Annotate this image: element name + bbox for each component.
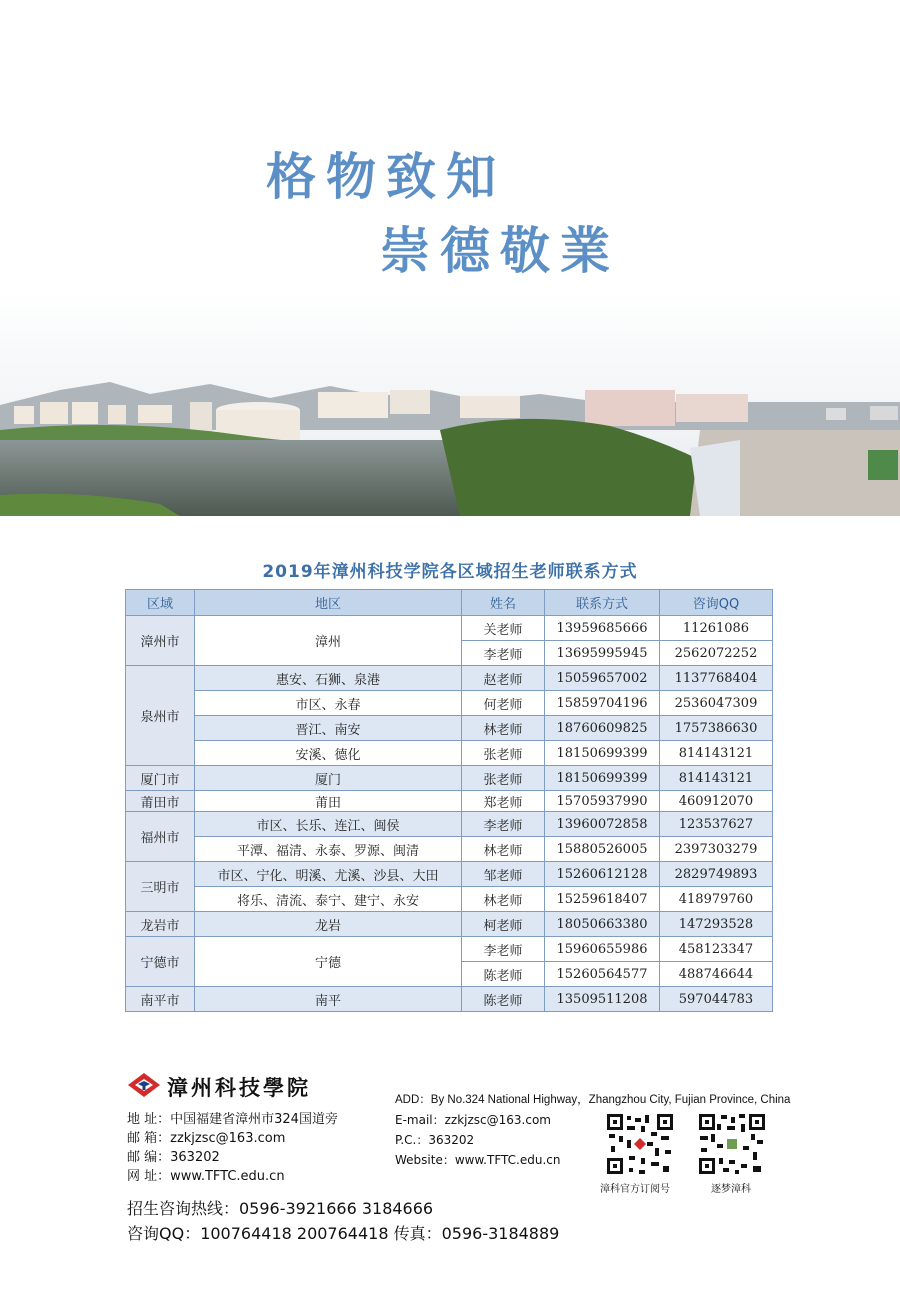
- motto-line-2: 崇德敬業: [380, 221, 620, 280]
- name-cell: 陈老师: [462, 962, 545, 987]
- qq-cell: 458123347: [660, 937, 773, 962]
- table-row: [126, 666, 773, 691]
- name-cell: 林老师: [462, 887, 545, 912]
- region-cell: 三明市: [126, 862, 195, 912]
- name-cell: 郑老师: [462, 791, 545, 812]
- qq-cell: 147293528: [660, 912, 773, 937]
- address-en: ADD：By No.324 National Highway，Zhangzhou City, Fujian Province, China: [395, 1094, 791, 1106]
- postcode-en: P.C.：363202: [395, 1133, 475, 1147]
- phone-cell: 18150699399: [545, 741, 660, 766]
- name-cell: 李老师: [462, 937, 545, 962]
- phone-cell: 15705937990: [545, 791, 660, 812]
- name-cell: 邹老师: [462, 862, 545, 887]
- table-row: [126, 987, 773, 1012]
- name-cell: 张老师: [462, 741, 545, 766]
- region-cell: 福州市: [126, 812, 195, 862]
- table-header-row: [126, 590, 773, 616]
- header-qq: 咨询QQ: [660, 590, 773, 616]
- campus-panorama-image: [0, 290, 900, 516]
- name-cell: 陈老师: [462, 987, 545, 1012]
- phone-cell: 18150699399: [545, 766, 660, 791]
- qq-cell: 1137768404: [660, 666, 773, 691]
- phone-cell: 13959685666: [545, 616, 660, 641]
- table-row: [126, 862, 773, 887]
- qq-cell: 2397303279: [660, 837, 773, 862]
- qr-code-icon: [697, 1112, 767, 1176]
- contact-table: [125, 589, 773, 1012]
- region-cell: 厦门市: [126, 766, 195, 791]
- area-cell: 莆田: [195, 791, 462, 812]
- area-cell: 漳州: [195, 616, 462, 666]
- table-row: [126, 741, 773, 766]
- name-cell: 林老师: [462, 716, 545, 741]
- qq-cell: 2829749893: [660, 862, 773, 887]
- phone-cell: 15960655986: [545, 937, 660, 962]
- region-cell: 漳州市: [126, 616, 195, 666]
- table-row: [126, 887, 773, 912]
- name-cell: 何老师: [462, 691, 545, 716]
- table-row: [126, 716, 773, 741]
- table-row: [126, 616, 773, 641]
- qr-caption-official: 漳科官方订阅号: [600, 1184, 670, 1195]
- region-cell: 莆田市: [126, 791, 195, 812]
- header-phone: 联系方式: [545, 590, 660, 616]
- phone-cell: 15260612128: [545, 862, 660, 887]
- area-cell: 平潭、福清、永泰、罗源、闽清: [195, 837, 462, 862]
- area-cell: 市区、永春: [195, 691, 462, 716]
- phone-cell: 13960072858: [545, 812, 660, 837]
- table-title: 2019年漳州科技学院各区域招生老师联系方式: [262, 562, 638, 582]
- postcode-cn: 邮 编：363202: [127, 1150, 220, 1165]
- qq-cell: 488746644: [660, 962, 773, 987]
- qq-cell: 418979760: [660, 887, 773, 912]
- table-row: [126, 791, 773, 812]
- table-row: [126, 937, 773, 962]
- qq-cell: 123537627: [660, 812, 773, 837]
- name-cell: 李老师: [462, 812, 545, 837]
- table-row: [126, 766, 773, 791]
- qq-cell: 11261086: [660, 616, 773, 641]
- email-en: E-mail：zzkjzsc@163.com: [395, 1113, 552, 1127]
- school-emblem-icon: [127, 1072, 161, 1102]
- website-en: Website：www.TFTC.edu.cn: [395, 1153, 561, 1167]
- table-row: [126, 912, 773, 937]
- area-cell: 市区、宁化、明溪、尤溪、沙县、大田: [195, 862, 462, 887]
- website-cn: 网 址：www.TFTC.edu.cn: [127, 1169, 285, 1184]
- area-cell: 安溪、德化: [195, 741, 462, 766]
- area-cell: 厦门: [195, 766, 462, 791]
- qq-cell: 1757386630: [660, 716, 773, 741]
- address-cn: 地 址：中国福建省漳州市324国道旁: [127, 1112, 338, 1127]
- region-cell: 龙岩市: [126, 912, 195, 937]
- motto-line-1: 格物致知: [266, 147, 506, 206]
- area-cell: 市区、长乐、连江、闽侯: [195, 812, 462, 837]
- table-row: [126, 837, 773, 862]
- hotline-block: [127, 1196, 559, 1246]
- name-cell: 张老师: [462, 766, 545, 791]
- qq-cell: 2562072252: [660, 641, 773, 666]
- contact-info-cn: [127, 1072, 338, 1186]
- phone-cell: 15880526005: [545, 837, 660, 862]
- region-cell: 宁德市: [126, 937, 195, 987]
- qr-caption-dream: 逐梦漳科: [711, 1184, 751, 1195]
- header-region: 区域: [126, 590, 195, 616]
- name-cell: 柯老师: [462, 912, 545, 937]
- school-name: 漳州科技學院: [167, 1075, 311, 1100]
- header-area: 地区: [195, 590, 462, 616]
- email-cn: 邮 箱：zzkjzsc@163.com: [127, 1131, 286, 1146]
- school-logo: [127, 1072, 338, 1102]
- name-cell: 关老师: [462, 616, 545, 641]
- phone-cell: 15859704196: [545, 691, 660, 716]
- qr-code-icon: [605, 1112, 675, 1176]
- table-row: [126, 691, 773, 716]
- phone-cell: 13695995945: [545, 641, 660, 666]
- qq-and-fax: 咨询QQ：100764418 200764418 传真：0596-3184889: [127, 1224, 560, 1243]
- admission-hotline: 招生咨询热线：0596-3921666 3184666: [127, 1199, 434, 1218]
- qq-cell: 460912070: [660, 791, 773, 812]
- area-cell: 惠安、石狮、泉港: [195, 666, 462, 691]
- phone-cell: 18760609825: [545, 716, 660, 741]
- region-cell: 南平市: [126, 987, 195, 1012]
- qq-cell: 814143121: [660, 741, 773, 766]
- phone-cell: 15059657002: [545, 666, 660, 691]
- qq-cell: 814143121: [660, 766, 773, 791]
- header-name: 姓名: [462, 590, 545, 616]
- name-cell: 林老师: [462, 837, 545, 862]
- name-cell: 李老师: [462, 641, 545, 666]
- area-cell: 晋江、南安: [195, 716, 462, 741]
- area-cell: 宁德: [195, 937, 462, 987]
- region-cell: 泉州市: [126, 666, 195, 766]
- area-cell: 将乐、清流、泰宁、建宁、永安: [195, 887, 462, 912]
- qq-cell: 2536047309: [660, 691, 773, 716]
- table-row: [126, 812, 773, 837]
- phone-cell: 15260564577: [545, 962, 660, 987]
- area-cell: 龙岩: [195, 912, 462, 937]
- area-cell: 南平: [195, 987, 462, 1012]
- name-cell: 赵老师: [462, 666, 545, 691]
- phone-cell: 18050663380: [545, 912, 660, 937]
- phone-cell: 13509511208: [545, 987, 660, 1012]
- qq-cell: 597044783: [660, 987, 773, 1012]
- phone-cell: 15259618407: [545, 887, 660, 912]
